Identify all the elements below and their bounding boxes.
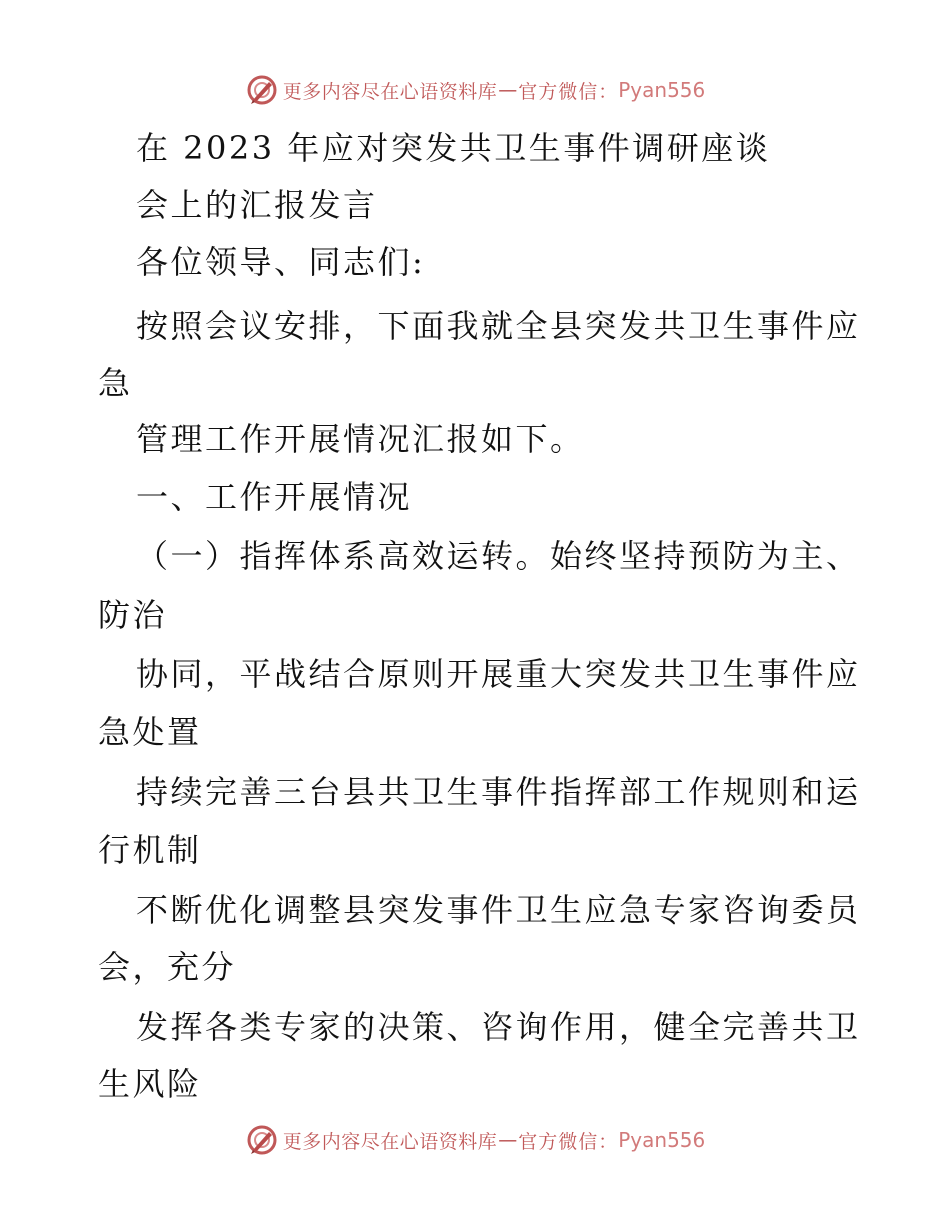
footer-watermark xyxy=(0,1120,950,1160)
paragraph-line: 生风险 xyxy=(98,1065,202,1103)
watermark-wechat-id: Pyan556 xyxy=(618,78,706,102)
paragraph-line: 管理工作开展情况汇报如下。 xyxy=(136,420,585,458)
watermark-dash: — xyxy=(498,1129,518,1151)
document-title-line-1: 在 2023 年应对突发共卫生事件调研座谈 xyxy=(136,129,771,167)
salutation: 各位领导、同志们: xyxy=(136,243,426,281)
paragraph-line: 持续完善三台县共卫生事件指挥部工作规则和运 xyxy=(136,773,861,811)
paragraph-line: 急处置 xyxy=(98,713,202,751)
watermark-text: 更多内容尽在心语资料库 xyxy=(282,1130,498,1153)
paragraph-line: 行机制 xyxy=(98,831,202,869)
subsection-heading: （一）指挥体系高效运转。始终坚持预防为主、 xyxy=(136,537,861,575)
watermark-wechat-id: Pyan556 xyxy=(618,1128,706,1152)
paragraph-line: 发挥各类专家的决策、咨询作用，健全完善共卫 xyxy=(136,1008,861,1046)
watermark-dash: — xyxy=(498,79,518,101)
document-title-line-2: 会上的汇报发言 xyxy=(136,186,378,224)
paragraph-line: 会，充分 xyxy=(98,948,237,986)
paragraph-line: 不断优化调整县突发事件卫生应急专家咨询委员 xyxy=(136,891,861,929)
paragraph-line: 协同，平战结合原则开展重大突发共卫生事件应 xyxy=(136,655,861,693)
section-heading: 一、工作开展情况 xyxy=(136,478,413,516)
circle-pen-logo-icon xyxy=(245,73,279,107)
paragraph-line: 按照会议安排，下面我就全县突发共卫生事件应 xyxy=(136,307,861,345)
watermark-text: 更多内容尽在心语资料库 xyxy=(282,80,498,103)
header-watermark xyxy=(0,70,950,110)
watermark-wechat-label: 官方微信： xyxy=(518,1130,619,1153)
paragraph-line: 防治 xyxy=(98,596,168,634)
circle-pen-logo-icon xyxy=(245,1123,279,1157)
paragraph-line: 急 xyxy=(98,364,133,402)
watermark-wechat-label: 官方微信： xyxy=(518,80,619,103)
